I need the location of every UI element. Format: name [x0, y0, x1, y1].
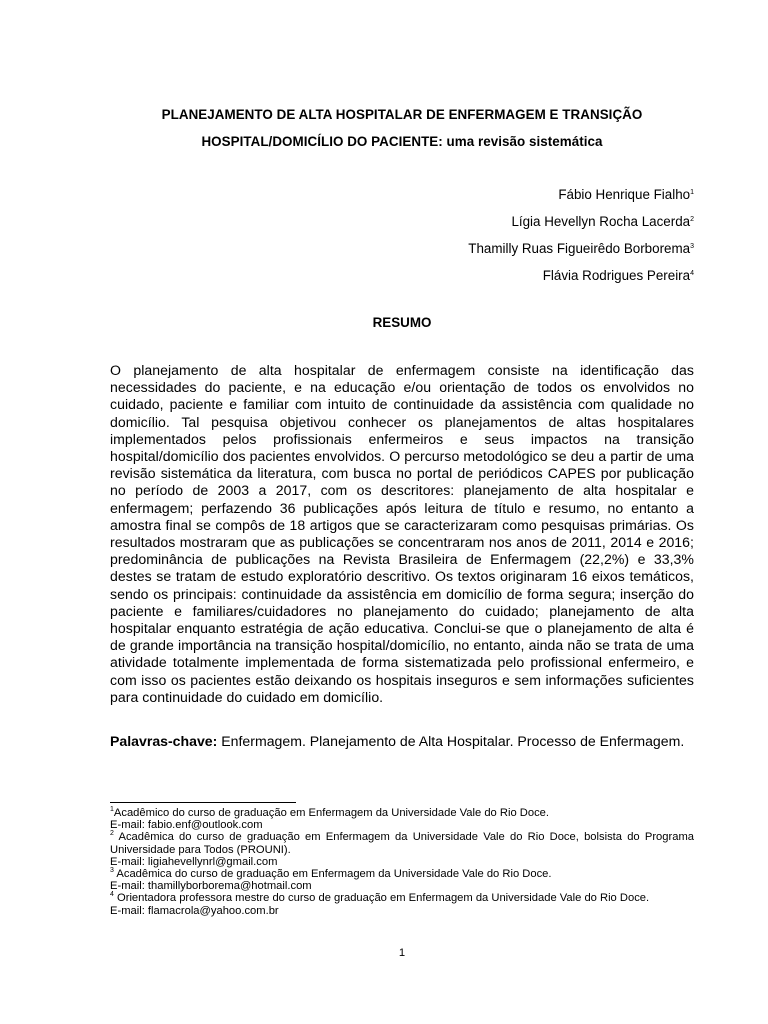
title-line-1: PLANEJAMENTO DE ALTA HOSPITALAR DE ENFERMAGEM E TRANSIÇÃO — [161, 107, 643, 122]
author-footnote-mark: 3 — [690, 243, 694, 250]
paper-title — [110, 101, 694, 155]
author: Flávia Rodrigues Pereira$^4$ — [542, 268, 694, 283]
author: Fábio Henrique Fialho$^1$ — [558, 187, 694, 202]
footnote: $^2$ Acadêmica do curso de graduação em Enfermagem da Universidade Vale do Rio Doce, bolsista do Programa Universidade para Todos (PROUNI). — [110, 830, 694, 856]
footnote: $^3$ Acadêmica do curso de graduação em Enfermagem da Universidade Vale do Rio Doce. — [110, 867, 552, 881]
title-line-2: HOSPITAL/DOMICÍLIO DO PACIENTE: uma revisão sistemática — [201, 134, 603, 149]
keywords — [110, 733, 694, 750]
footnote-email: E-mail: flamacrola@yahoo.com.br — [110, 904, 279, 917]
footnote-email: E-mail: ligiahevellynrl@gmail.com — [110, 855, 278, 868]
footnote-email: E-mail: fabio.enf@outlook.com — [110, 819, 263, 832]
author-list — [468, 181, 694, 289]
page-number: 1 — [398, 947, 406, 959]
abstract-text: O planejamento de alta hospitalar de enfermagem consiste na identificação das necessidades do paciente, e na educação e/ou orientação de todos os envolvidos no cuidado, paciente e familiar com intuito de continuidade da assistência com qualidade no domicílio. Tal pesquisa objetivou conhecer os planejamentos de altas hospitalares implementados pelos profissionais enfermeiros e seus impactos na transição hospital/domicílio dos pacientes envolvidos. O percurso metodológico se deu a partir de uma revisão sistemática da literatura, com busca no portal de periódicos CAPES por publicação no período de 2003 a 2017, com os descritores: planejamento de alta hospitalar e enfermagem; perfazendo 36 publicações após leitura de título e resumo, no entanto a amostra final se compôs de 18 artigos que se caracterizaram como pesquisas primárias. Os resultados mostraram que as publicações se concentraram nos anos de 2011, 2014 e 2016; predominância de publicações na Revista Brasileira de Enfermagem (22,2%) e 33,3% destes se tratam de estudo exploratório descritivo. Os textos originaram 16 eixos temáticos, sendo os principais: continuidade da assistência em domicílio de forma segura; inserção do paciente e familiares/cuidadores no planejamento do cuidado; planejamento de alta hospitalar enquanto estratégia de ação educativa. Conclui-se que o planejamento de alta é de grande importância na transição hospital/domicílio, no entanto, ainda não se trata de uma atividade totalmente implementada de forma sistematizada pelo profissional enfermeiro, e com isso os pacientes estão deixando os hospitais inseguros e sem informações suficientes para continuidade do cuidado em domicílio. — [110, 362, 694, 705]
author-footnote-mark: 1 — [690, 189, 694, 196]
author-footnote-mark: 2 — [690, 216, 694, 223]
footnote-email: E-mail: thamillyborborema@hotmail.com — [110, 880, 312, 893]
footnotes — [110, 807, 694, 917]
footnote: $^4$ Orientadora professora mestre do curso de graduação em Enfermagem da Universidade Vale do Rio Doce. — [110, 891, 650, 905]
abstract-heading: RESUMO — [372, 315, 432, 330]
keywords-label: Palavras-chave: — [110, 733, 218, 749]
author: Thamilly Ruas Figueirêdo Borborema$^3$ — [468, 241, 694, 256]
footnote-divider — [110, 802, 296, 803]
footnote: $^1$Acadêmico do curso de graduação em Enfermagem da Universidade Vale do Rio Doce. — [110, 806, 550, 819]
document-page — [110, 0, 694, 1024]
author-footnote-mark: 4 — [690, 270, 694, 277]
author: Lígia Hevellyn Rocha Lacerda$^2$ — [511, 214, 694, 229]
keywords-text: Enfermagem. Planejamento de Alta Hospitalar. Processo de Enfermagem. — [221, 733, 685, 749]
